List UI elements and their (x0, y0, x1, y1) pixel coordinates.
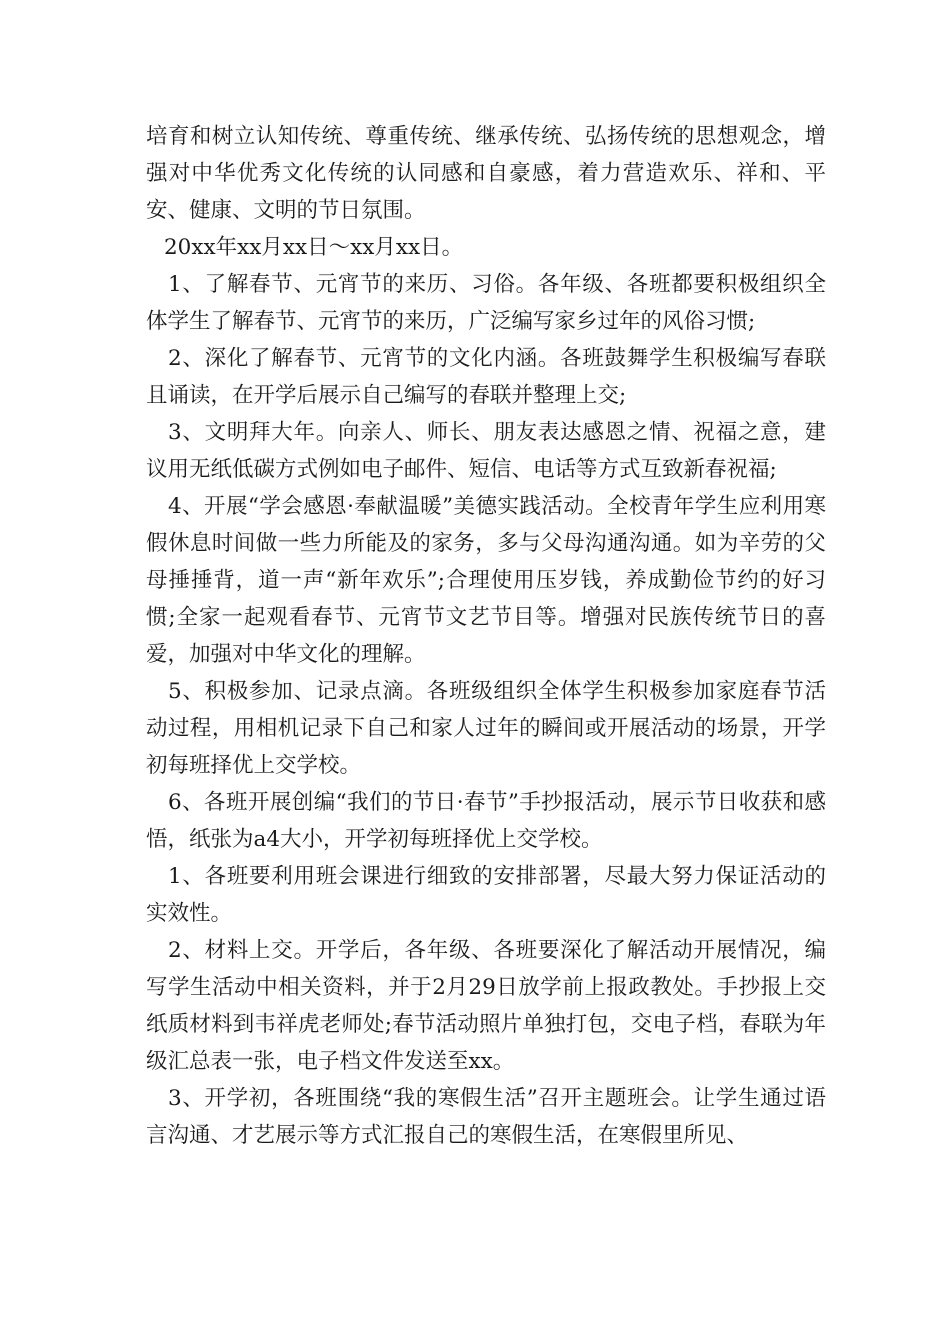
paragraph-item-2: 2、深化了解春节、元宵节的文化内涵。各班鼓舞学生积极编写春联且诵读，在开学后展示自己编写的春联并整理上交; (146, 346, 826, 408)
paragraph-item-6: 6、各班开展创编“我们的节日·春节”手抄报活动，展示节日收获和感悟，纸张为a4大小，开学初每班择优上交学校。 (146, 790, 826, 852)
paragraph-item-5: 5、积极参加、记录点滴。各班级组织全体学生积极参加家庭春节活动过程，用相机记录下自己和家人过年的瞬间或开展活动的场景，开学初每班择优上交学校。 (146, 679, 826, 778)
paragraph-req-3: 3、开学初，各班围绕“我的寒假生活”召开主题班会。让学生通过语言沟通、才艺展示等方式汇报自己的寒假生活，在寒假里所见、 (146, 1086, 826, 1148)
paragraph-req-1: 1、各班要利用班会课进行细致的安排部署，尽最大努力保证活动的实效性。 (146, 864, 826, 926)
paragraph-req-2: 2、材料上交。开学后，各年级、各班要深化了解活动开展情况，编写学生活动中相关资料，并于2月29日放学前上报政教处。手抄报上交纸质材料到韦祥虎老师处;春节活动照片单独打包，交电子档，春联为年级汇总表一张，电子档文件发送至xx。 (146, 938, 826, 1074)
paragraph-intro: 培育和树立认知传统、尊重传统、继承传统、弘扬传统的思想观念，增强对中华优秀文化传统的认同感和自豪感，着力营造欢乐、祥和、平安、健康、文明的节日氛围。 (146, 124, 826, 223)
paragraph-date-range: 20xx年xx月xx日～xx月xx日。 (164, 235, 464, 260)
paragraph-item-3: 3、文明拜大年。向亲人、师长、朋友表达感恩之情、祝福之意，建议用无纸低碳方式例如电子邮件、短信、电话等方式互致新春祝福; (146, 420, 826, 482)
paragraph-item-4: 4、开展“学会感恩·奉献温暖”美德实践活动。全校青年学生应利用寒假休息时间做一些力所能及的家务，多与父母沟通沟通。如为辛劳的父母捶捶背，道一声“新年欢乐”;合理使用压岁钱，养成勤俭节约的好习惯;全家一起观看春节、元宵节文艺节目等。增强对民族传统节日的喜爱，加强对中华文化的理解。 (146, 494, 826, 667)
paragraph-item-1: 1、了解春节、元宵节的来历、习俗。各年级、各班都要积极组织全体学生了解春节、元宵节的来历，广泛编写家乡过年的风俗习惯; (146, 272, 826, 334)
document-body (146, 118, 826, 1154)
